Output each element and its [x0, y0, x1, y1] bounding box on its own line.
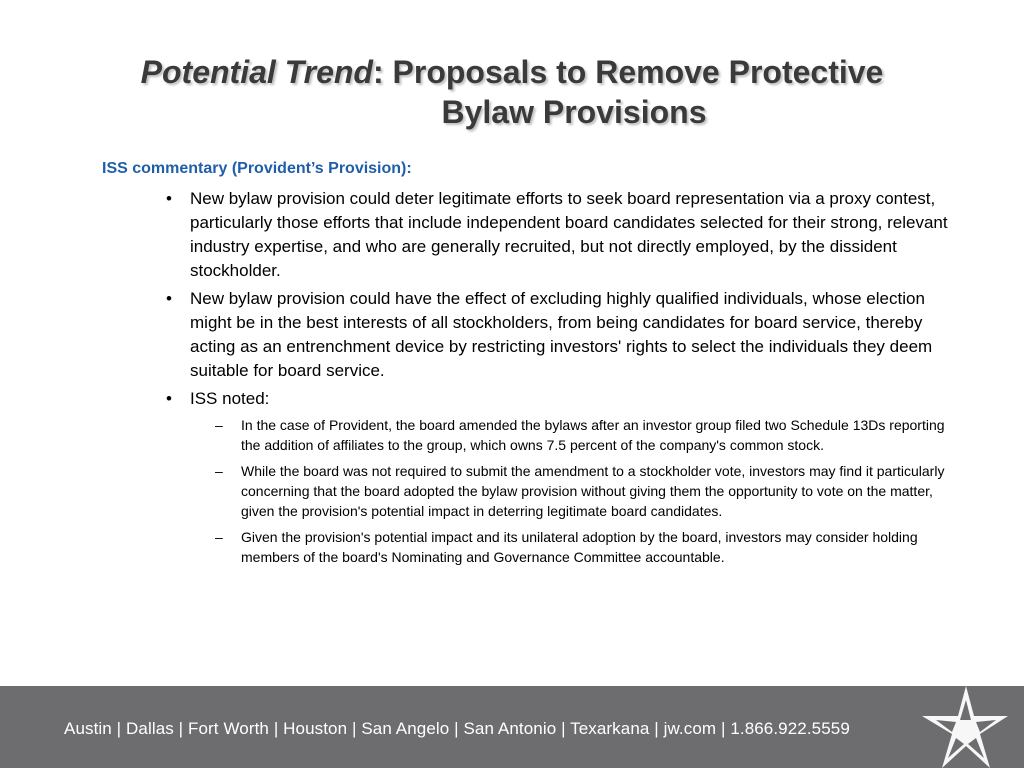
bullet-item	[160, 387, 960, 411]
sub-bullet-item	[160, 461, 960, 521]
sub-bullet-text: In the case of Provident, the board amended the bylaws after an investor group filed two Schedule 13Ds reporting the addition of affiliates to the group, which owns 7.5 percent of the company's common stock.	[241, 417, 945, 453]
sub-bullet-list	[160, 415, 960, 567]
star-logo-icon	[916, 686, 1016, 768]
sub-bullet-marker: –	[215, 529, 223, 545]
sub-bullet-marker: –	[215, 463, 223, 479]
bullet-item	[160, 187, 960, 283]
sub-bullet-text: While the board was not required to submit the amendment to a stockholder vote, investors may find it particularly concerning that the board adopted the bylaw provision without giving them the opportunity to vote on the matter, given the provision's potential impact in deterring legitimate board candidates.	[241, 463, 945, 519]
footer-contact-text: Austin | Dallas | Fort Worth | Houston | San Angelo | San Antonio | Texarkana | jw.com | 1.866.922.5559	[64, 719, 850, 738]
bullet-item	[160, 287, 960, 383]
bullet-list	[160, 187, 960, 573]
bullet-text: New bylaw provision could have the effect of excluding highly qualified individuals, whose election might be in the best interests of all stockholders, from being candidates for board service, thereby acting as an entrenchment device by restricting investors' rights to select the individuals they deem suitable for board service.	[190, 289, 933, 380]
sub-bullet-text: Given the provision's potential impact and its unilateral adoption by the board, investors may consider holding members of the board's Nominating and Governance Committee accountable.	[241, 529, 918, 565]
title-rest-line1: : Proposals to Remove Protective	[372, 54, 884, 90]
bullet-text: New bylaw provision could deter legitimate efforts to seek board representation via a proxy contest, particularly those efforts that include independent board candidates selected for their strong, relevant industry expertise, and who are generally recruited, but not directly employed, by the dissident stockholder.	[190, 189, 948, 280]
bullet-text: ISS noted:	[190, 389, 270, 408]
iss-commentary-heading: ISS commentary (Provident’s Provision):	[102, 160, 412, 177]
bullet-marker: •	[166, 289, 172, 308]
slide-title	[0, 52, 1024, 132]
sub-bullet-item	[160, 415, 960, 455]
title-italic-part: Potential Trend	[140, 54, 373, 90]
sub-bullet-item	[160, 527, 960, 567]
title-line2: Bylaw Provisions	[441, 94, 707, 130]
bullet-marker: •	[166, 389, 172, 408]
sub-bullet-marker: –	[215, 417, 223, 433]
bullet-marker: •	[166, 189, 172, 208]
footer-bar	[0, 686, 1024, 768]
